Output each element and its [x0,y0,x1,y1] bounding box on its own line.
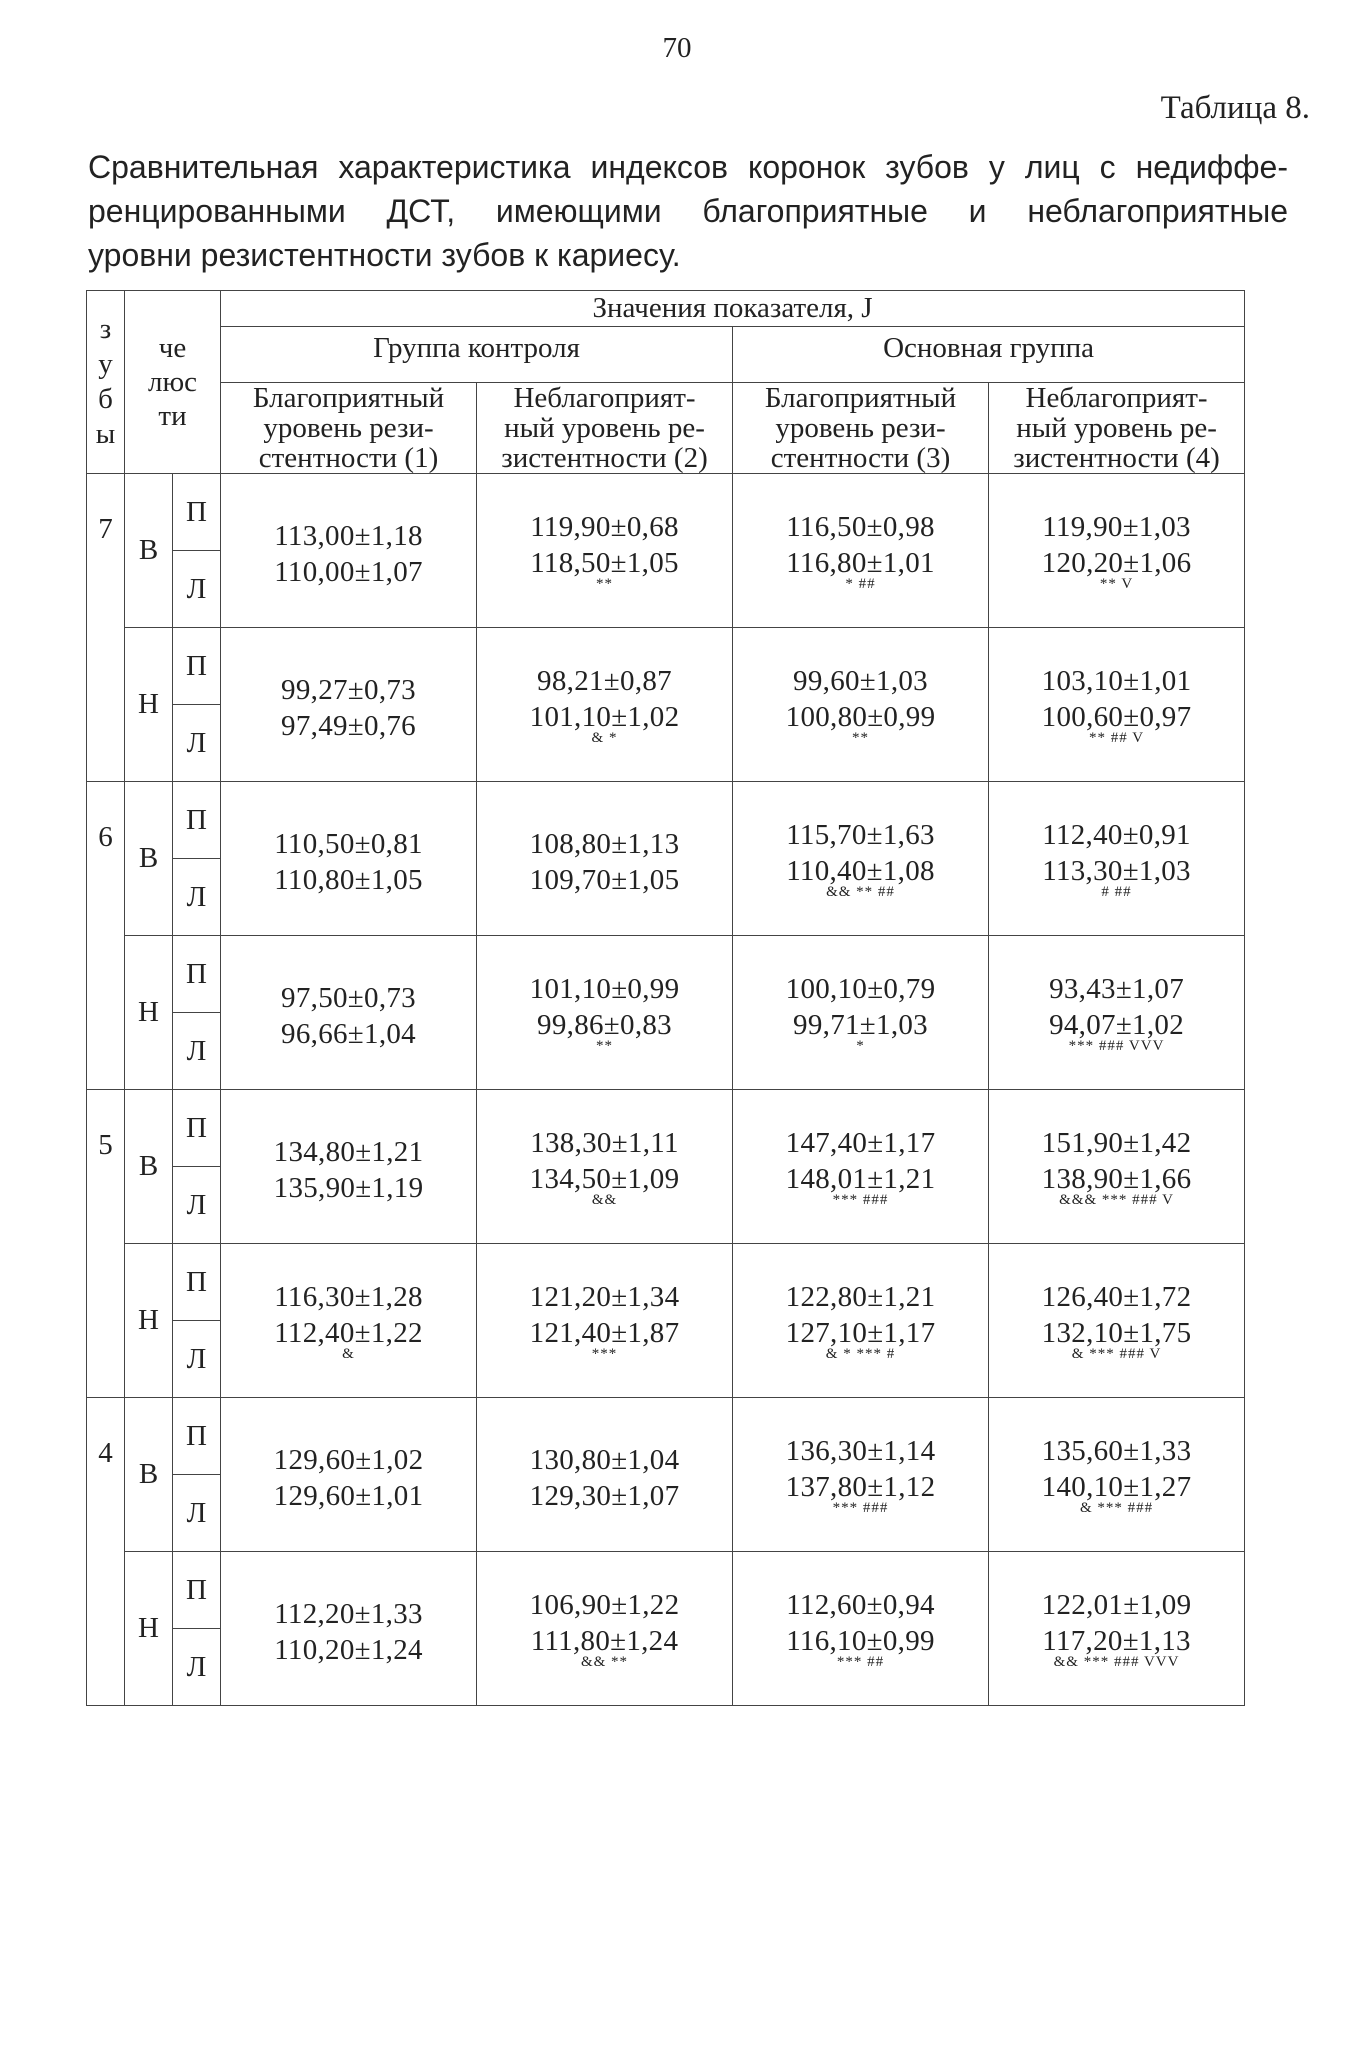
caption-line: ренцированными ДСТ, имеющими благоприятные и неблагоприятные [88,193,1288,229]
significance-marks: &&& *** ### V [1059,1192,1174,1208]
value: 99,71±1,03 [793,1009,928,1041]
side-label: Л [173,859,221,936]
value: 99,86±0,83 [537,1009,672,1041]
value: 93,43±1,07 [1049,973,1184,1005]
value: 116,10±0,99 [786,1625,935,1657]
value-cell [221,628,477,782]
value: 116,30±1,28 [274,1281,423,1313]
caption-line: уровни резистентности зубов к кариесу. [88,237,681,273]
value: 117,20±1,13 [1042,1625,1191,1657]
jaw-label: В [125,782,173,936]
side-label: Л [173,1475,221,1552]
significance-marks: ** V [1099,576,1134,592]
value: 121,20±1,34 [529,1281,680,1313]
significance-marks: *** ### VVV [1068,1038,1165,1054]
side-label: П [173,474,221,551]
table-row [87,1398,1245,1475]
value-cell [477,628,733,782]
value-cell [221,474,477,628]
side-label: П [173,782,221,859]
value-cell [733,1552,989,1706]
value: 113,30±1,03 [1042,855,1191,887]
value: 138,90±1,66 [1041,1163,1192,1195]
value: 112,40±0,91 [1042,819,1191,851]
value: 115,70±1,63 [786,819,935,851]
value-cell [221,782,477,936]
side-label: Л [173,705,221,782]
value: 101,10±1,02 [529,701,680,733]
value: 147,40±1,17 [785,1127,936,1159]
value-cell [989,1090,1245,1244]
value: 121,40±1,87 [529,1317,680,1349]
value: 99,60±1,03 [793,665,928,697]
value: 138,30±1,11 [530,1127,679,1159]
header-jaws: че люс ти [125,291,221,474]
significance-marks: && ** ## [826,884,895,900]
table-row [87,628,1245,705]
value: 103,10±1,01 [1041,665,1192,697]
side-label: Л [173,1321,221,1398]
value-cell [221,1398,477,1552]
value: 100,10±0,79 [785,973,936,1005]
value-cell [477,782,733,936]
value-cell [733,1244,989,1398]
side-label: Л [173,551,221,628]
side-label: П [173,1244,221,1321]
value-cell [221,1552,477,1706]
value: 106,90±1,22 [529,1589,680,1621]
value: 135,60±1,33 [1041,1435,1192,1467]
value: 136,30±1,14 [785,1435,936,1467]
tooth-number: 6 [87,782,125,1090]
value: 113,00±1,18 [274,519,423,552]
value: 130,80±1,04 [529,1443,680,1476]
value-cell [477,1398,733,1552]
value-cell [989,936,1245,1090]
significance-marks: ** [852,730,870,746]
value: 134,80±1,21 [273,1135,424,1168]
table-row [87,1552,1245,1629]
header-control-group: Группа контроля [221,327,733,383]
table-row [87,474,1245,551]
significance-marks: *** ### [832,1500,889,1516]
side-label: Л [173,1167,221,1244]
value: 97,50±0,73 [281,981,416,1014]
value: 120,20±1,06 [1041,547,1192,579]
tooth-number: 4 [87,1398,125,1706]
value-cell [221,936,477,1090]
jaw-label: В [125,474,173,628]
header-indicator: Значения показателя, J [221,291,1245,327]
value: 148,01±1,21 [785,1163,936,1195]
side-label: П [173,936,221,1013]
value: 110,00±1,07 [274,555,423,588]
side-label: П [173,1552,221,1629]
header-col-4: Неблагоприят- ный уровень ре- зистентности (4) [989,383,1245,474]
value: 126,40±1,72 [1041,1281,1192,1313]
significance-marks: & * [591,730,618,746]
value: 111,80±1,24 [530,1625,679,1657]
significance-marks: ** [596,1038,614,1054]
side-label: П [173,1398,221,1475]
header-col-2: Неблагоприят- ный уровень ре- зистентности (2) [477,383,733,474]
value-cell [989,474,1245,628]
value: 100,60±0,97 [1041,701,1192,733]
value: 134,50±1,09 [529,1163,680,1195]
value: 135,90±1,19 [273,1171,424,1204]
value: 116,80±1,01 [786,547,935,579]
significance-marks: & *** ### [1079,1500,1154,1516]
jaw-label: В [125,1398,173,1552]
value-cell [477,474,733,628]
side-label: Л [173,1629,221,1706]
caption-line: Сравнительная характеристика индексов коронок зубов у лиц с недиффе- [88,149,1288,185]
value: 112,20±1,33 [274,1597,423,1630]
value: 116,50±0,98 [786,511,935,543]
table-label: Таблица 8. [1160,90,1310,126]
value: 140,10±1,27 [1041,1471,1192,1503]
significance-marks: & [342,1346,355,1362]
jaw-label: Н [125,1244,173,1398]
value-cell [733,474,989,628]
value-cell [733,936,989,1090]
value-cell [989,782,1245,936]
significance-marks: && *** ### VVV [1053,1654,1180,1670]
header-teeth: з у б ы [87,291,125,474]
value-cell [989,1398,1245,1552]
significance-marks: ** [596,576,614,592]
side-label: Л [173,1013,221,1090]
value: 122,01±1,09 [1041,1589,1192,1621]
significance-marks: & *** ### V [1071,1346,1162,1362]
value: 119,90±1,03 [1042,511,1191,543]
data-table [86,290,1245,1706]
significance-marks: *** ### [832,1192,889,1208]
value-cell [733,782,989,936]
jaw-label: Н [125,1552,173,1706]
value: 112,40±1,22 [274,1317,423,1349]
value-cell [733,628,989,782]
value: 110,80±1,05 [274,863,423,896]
value: 132,10±1,75 [1041,1317,1192,1349]
value: 127,10±1,17 [785,1317,936,1349]
significance-marks: * ## [845,576,876,592]
value: 108,80±1,13 [529,827,680,860]
value-cell [477,1090,733,1244]
significance-marks: *** [591,1346,618,1362]
jaw-label: Н [125,936,173,1090]
value: 94,07±1,02 [1049,1009,1184,1041]
value-cell [989,628,1245,782]
value-cell [989,1552,1245,1706]
tooth-number: 7 [87,474,125,782]
significance-marks: * [856,1038,865,1054]
value: 129,30±1,07 [529,1479,680,1512]
value: 99,27±0,73 [281,673,416,706]
significance-marks: # ## [1101,884,1132,900]
side-label: П [173,1090,221,1167]
page-number: 70 [662,32,692,64]
value: 98,21±0,87 [537,665,672,697]
significance-marks: *** ## [836,1654,885,1670]
value: 129,60±1,02 [273,1443,424,1476]
value: 97,49±0,76 [281,709,416,742]
table-row [87,1090,1245,1167]
table-caption [88,145,1288,277]
jaw-label: В [125,1090,173,1244]
table-row [87,936,1245,1013]
value-cell [733,1398,989,1552]
value: 137,80±1,12 [785,1471,936,1503]
value-cell [733,1090,989,1244]
value-cell [221,1244,477,1398]
value: 100,80±0,99 [785,701,936,733]
significance-marks: ** ## V [1089,730,1145,746]
tooth-number: 5 [87,1090,125,1398]
value: 129,60±1,01 [273,1479,424,1512]
significance-marks: & * *** # [825,1346,896,1362]
value: 118,50±1,05 [530,547,679,579]
significance-marks: && ** [580,1654,629,1670]
value: 109,70±1,05 [529,863,680,896]
value-cell [477,1244,733,1398]
table-row [87,782,1245,859]
value-cell [477,1552,733,1706]
value: 151,90±1,42 [1041,1127,1192,1159]
value-cell [221,1090,477,1244]
jaw-label: Н [125,628,173,782]
value: 101,10±0,99 [529,973,680,1005]
value: 110,20±1,24 [274,1633,423,1666]
header-col-3: Благоприятный уровень рези- стентности (3) [733,383,989,474]
header-main-group: Основная группа [733,327,1245,383]
significance-marks: && [591,1192,618,1208]
value: 119,90±0,68 [530,511,679,543]
value-cell [989,1244,1245,1398]
value: 122,80±1,21 [785,1281,936,1313]
side-label: П [173,628,221,705]
value: 110,40±1,08 [786,855,935,887]
value-cell [477,936,733,1090]
value: 110,50±0,81 [274,827,423,860]
table-row [87,1244,1245,1321]
header-col-1: Благоприятный уровень рези- стентности (1) [221,383,477,474]
value: 96,66±1,04 [281,1017,416,1050]
value: 112,60±0,94 [786,1589,935,1621]
